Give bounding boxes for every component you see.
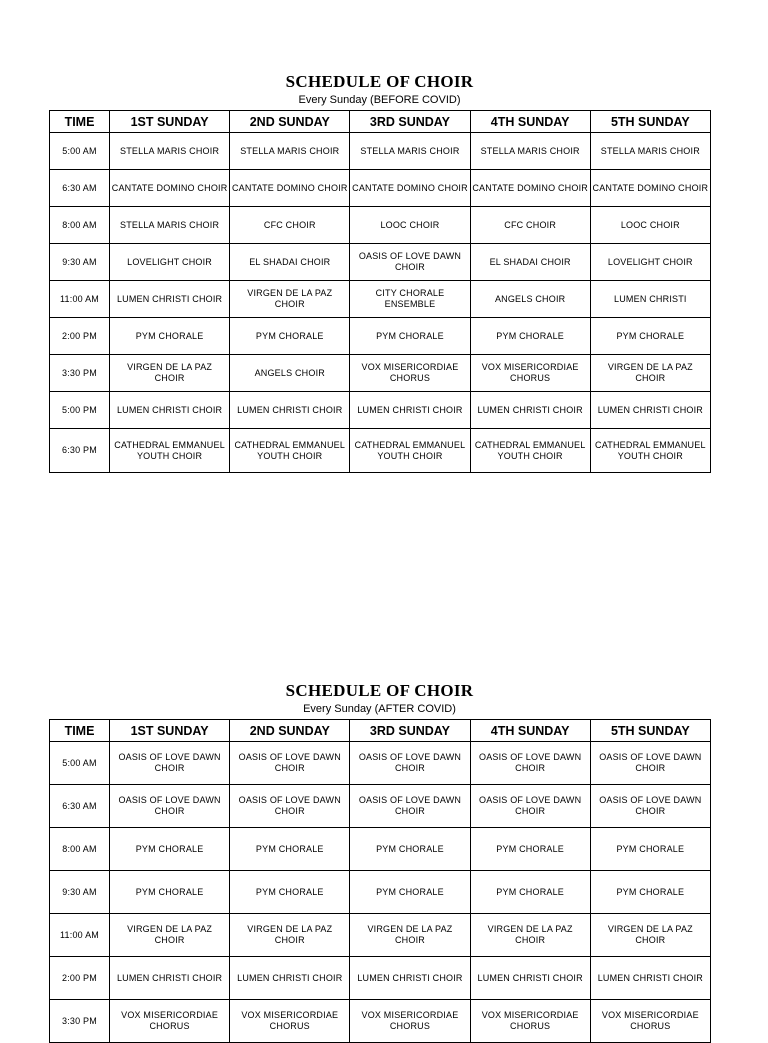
choir-cell: PYM CHORALE bbox=[350, 318, 470, 355]
day-header: 1ST SUNDAY bbox=[110, 720, 230, 742]
table-row bbox=[50, 742, 711, 785]
choir-cell: LUMEN CHRISTI CHOIR bbox=[110, 392, 230, 429]
day-header: 5TH SUNDAY bbox=[590, 720, 710, 742]
time-cell: 6:30 AM bbox=[50, 170, 110, 207]
header-row bbox=[50, 720, 711, 742]
choir-cell: LUMEN CHRISTI CHOIR bbox=[230, 957, 350, 1000]
choir-cell: CFC CHOIR bbox=[230, 207, 350, 244]
table-row bbox=[50, 957, 711, 1000]
choir-cell: OASIS OF LOVE DAWN CHOIR bbox=[470, 785, 590, 828]
time-cell: 8:00 AM bbox=[50, 207, 110, 244]
choir-cell: LUMEN CHRISTI CHOIR bbox=[110, 957, 230, 1000]
table-row bbox=[50, 392, 711, 429]
choir-cell: PYM CHORALE bbox=[590, 318, 710, 355]
choir-cell: VIRGEN DE LA PAZ CHOIR bbox=[110, 355, 230, 392]
choir-cell: PYM CHORALE bbox=[470, 828, 590, 871]
schedule-body bbox=[50, 742, 711, 1043]
choir-cell: OASIS OF LOVE DAWN CHOIR bbox=[230, 742, 350, 785]
choir-cell: PYM CHORALE bbox=[590, 871, 710, 914]
choir-cell: OASIS OF LOVE DAWN CHOIR bbox=[350, 742, 470, 785]
schedule-table bbox=[49, 110, 711, 473]
day-header: 2ND SUNDAY bbox=[230, 111, 350, 133]
time-cell: 5:00 AM bbox=[50, 742, 110, 785]
table-row bbox=[50, 871, 711, 914]
choir-cell: VIRGEN DE LA PAZ CHOIR bbox=[470, 914, 590, 957]
choir-cell: STELLA MARIS CHOIR bbox=[230, 133, 350, 170]
choir-cell: OASIS OF LOVE DAWN CHOIR bbox=[110, 742, 230, 785]
choir-cell: CANTATE DOMINO CHOIR bbox=[230, 170, 350, 207]
choir-cell: LUMEN CHRISTI CHOIR bbox=[350, 392, 470, 429]
table-row bbox=[50, 318, 711, 355]
time-cell: 5:00 AM bbox=[50, 133, 110, 170]
time-header: TIME bbox=[50, 720, 110, 742]
choir-cell: PYM CHORALE bbox=[110, 871, 230, 914]
choir-cell: PYM CHORALE bbox=[110, 828, 230, 871]
choir-cell: LUMEN CHRISTI CHOIR bbox=[350, 957, 470, 1000]
choir-cell: ANGELS CHOIR bbox=[470, 281, 590, 318]
table-row bbox=[50, 1000, 711, 1043]
schedule-subtitle: Every Sunday (BEFORE COVID) bbox=[298, 94, 461, 106]
choir-cell: PYM CHORALE bbox=[350, 871, 470, 914]
choir-cell: VIRGEN DE LA PAZ CHOIR bbox=[590, 914, 710, 957]
choir-cell: LUMEN CHRISTI CHOIR bbox=[470, 392, 590, 429]
choir-cell: ANGELS CHOIR bbox=[230, 355, 350, 392]
choir-cell: VOX MISERICORDIAE CHORUS bbox=[470, 1000, 590, 1043]
choir-cell: STELLA MARIS CHOIR bbox=[110, 133, 230, 170]
table-row bbox=[50, 914, 711, 957]
table-row bbox=[50, 429, 711, 473]
choir-cell: CATHEDRAL EMMANUEL YOUTH CHOIR bbox=[350, 429, 470, 473]
choir-cell: PYM CHORALE bbox=[230, 871, 350, 914]
choir-cell: STELLA MARIS CHOIR bbox=[350, 133, 470, 170]
schedule-subtitle: Every Sunday (AFTER COVID) bbox=[303, 703, 456, 715]
schedule-before-covid bbox=[49, 72, 710, 473]
choir-cell: VOX MISERICORDIAE CHORUS bbox=[110, 1000, 230, 1043]
time-cell: 6:30 AM bbox=[50, 785, 110, 828]
choir-cell: PYM CHORALE bbox=[230, 828, 350, 871]
table-row bbox=[50, 281, 711, 318]
table-row bbox=[50, 355, 711, 392]
table-row bbox=[50, 207, 711, 244]
choir-cell: VIRGEN DE LA PAZ CHOIR bbox=[590, 355, 710, 392]
choir-cell: VOX MISERICORDIAE CHORUS bbox=[590, 1000, 710, 1043]
table-row bbox=[50, 170, 711, 207]
time-cell: 2:00 PM bbox=[50, 957, 110, 1000]
day-header: 3RD SUNDAY bbox=[350, 111, 470, 133]
choir-cell: PYM CHORALE bbox=[470, 871, 590, 914]
time-cell: 11:00 AM bbox=[50, 281, 110, 318]
choir-cell: LOOC CHOIR bbox=[350, 207, 470, 244]
choir-cell: VIRGEN DE LA PAZ CHOIR bbox=[350, 914, 470, 957]
choir-cell: VIRGEN DE LA PAZ CHOIR bbox=[230, 914, 350, 957]
choir-cell: LOVELIGHT CHOIR bbox=[110, 244, 230, 281]
choir-cell: VOX MISERICORDIAE CHORUS bbox=[470, 355, 590, 392]
choir-cell: VOX MISERICORDIAE CHORUS bbox=[230, 1000, 350, 1043]
choir-cell: LUMEN CHRISTI CHOIR bbox=[470, 957, 590, 1000]
choir-cell: CATHEDRAL EMMANUEL YOUTH CHOIR bbox=[470, 429, 590, 473]
choir-cell: CANTATE DOMINO CHOIR bbox=[590, 170, 710, 207]
choir-cell: LUMEN CHRISTI bbox=[590, 281, 710, 318]
day-header: 4TH SUNDAY bbox=[470, 720, 590, 742]
choir-cell: LUMEN CHRISTI CHOIR bbox=[590, 392, 710, 429]
choir-cell: OASIS OF LOVE DAWN CHOIR bbox=[350, 244, 470, 281]
day-header: 3RD SUNDAY bbox=[350, 720, 470, 742]
table-row bbox=[50, 133, 711, 170]
time-cell: 2:00 PM bbox=[50, 318, 110, 355]
time-cell: 3:30 PM bbox=[50, 1000, 110, 1043]
choir-cell: OASIS OF LOVE DAWN CHOIR bbox=[470, 742, 590, 785]
time-header: TIME bbox=[50, 111, 110, 133]
choir-cell: LUMEN CHRISTI CHOIR bbox=[230, 392, 350, 429]
schedule-title: SCHEDULE OF CHOIR bbox=[285, 681, 474, 700]
choir-cell: CANTATE DOMINO CHOIR bbox=[110, 170, 230, 207]
day-header: 5TH SUNDAY bbox=[590, 111, 710, 133]
choir-cell: CANTATE DOMINO CHOIR bbox=[350, 170, 470, 207]
choir-cell: CITY CHORALE ENSEMBLE bbox=[350, 281, 470, 318]
choir-cell: CATHEDRAL EMMANUEL YOUTH CHOIR bbox=[110, 429, 230, 473]
day-header: 1ST SUNDAY bbox=[110, 111, 230, 133]
table-row bbox=[50, 828, 711, 871]
choir-cell: PYM CHORALE bbox=[590, 828, 710, 871]
choir-cell: OASIS OF LOVE DAWN CHOIR bbox=[590, 785, 710, 828]
header-row bbox=[50, 111, 711, 133]
choir-cell: PYM CHORALE bbox=[230, 318, 350, 355]
choir-cell: LOOC CHOIR bbox=[590, 207, 710, 244]
choir-cell: VIRGEN DE LA PAZ CHOIR bbox=[230, 281, 350, 318]
day-header: 2ND SUNDAY bbox=[230, 720, 350, 742]
table-row bbox=[50, 785, 711, 828]
choir-cell: PYM CHORALE bbox=[350, 828, 470, 871]
choir-cell: STELLA MARIS CHOIR bbox=[110, 207, 230, 244]
choir-cell: LUMEN CHRISTI CHOIR bbox=[590, 957, 710, 1000]
schedule-body bbox=[50, 133, 711, 473]
table-row bbox=[50, 244, 711, 281]
time-cell: 8:00 AM bbox=[50, 828, 110, 871]
time-cell: 9:30 AM bbox=[50, 244, 110, 281]
time-cell: 9:30 AM bbox=[50, 871, 110, 914]
choir-cell: STELLA MARIS CHOIR bbox=[470, 133, 590, 170]
choir-cell: OASIS OF LOVE DAWN CHOIR bbox=[230, 785, 350, 828]
time-cell: 6:30 PM bbox=[50, 429, 110, 473]
choir-cell: OASIS OF LOVE DAWN CHOIR bbox=[350, 785, 470, 828]
choir-cell: VOX MISERICORDIAE CHORUS bbox=[350, 355, 470, 392]
choir-cell: PYM CHORALE bbox=[470, 318, 590, 355]
day-header: 4TH SUNDAY bbox=[470, 111, 590, 133]
schedule-table bbox=[49, 719, 711, 1043]
choir-cell: CFC CHOIR bbox=[470, 207, 590, 244]
choir-cell: CATHEDRAL EMMANUEL YOUTH CHOIR bbox=[590, 429, 710, 473]
schedule-after-covid bbox=[49, 681, 710, 1043]
choir-cell: OASIS OF LOVE DAWN CHOIR bbox=[590, 742, 710, 785]
time-cell: 5:00 PM bbox=[50, 392, 110, 429]
choir-cell: EL SHADAI CHOIR bbox=[470, 244, 590, 281]
choir-cell: PYM CHORALE bbox=[110, 318, 230, 355]
choir-cell: OASIS OF LOVE DAWN CHOIR bbox=[110, 785, 230, 828]
choir-cell: STELLA MARIS CHOIR bbox=[590, 133, 710, 170]
schedule-title: SCHEDULE OF CHOIR bbox=[285, 72, 474, 91]
choir-cell: LUMEN CHRISTI CHOIR bbox=[110, 281, 230, 318]
choir-cell: CANTATE DOMINO CHOIR bbox=[470, 170, 590, 207]
time-cell: 11:00 AM bbox=[50, 914, 110, 957]
choir-cell: EL SHADAI CHOIR bbox=[230, 244, 350, 281]
choir-cell: CATHEDRAL EMMANUEL YOUTH CHOIR bbox=[230, 429, 350, 473]
choir-cell: VIRGEN DE LA PAZ CHOIR bbox=[110, 914, 230, 957]
choir-cell: VOX MISERICORDIAE CHORUS bbox=[350, 1000, 470, 1043]
time-cell: 3:30 PM bbox=[50, 355, 110, 392]
choir-cell: LOVELIGHT CHOIR bbox=[590, 244, 710, 281]
